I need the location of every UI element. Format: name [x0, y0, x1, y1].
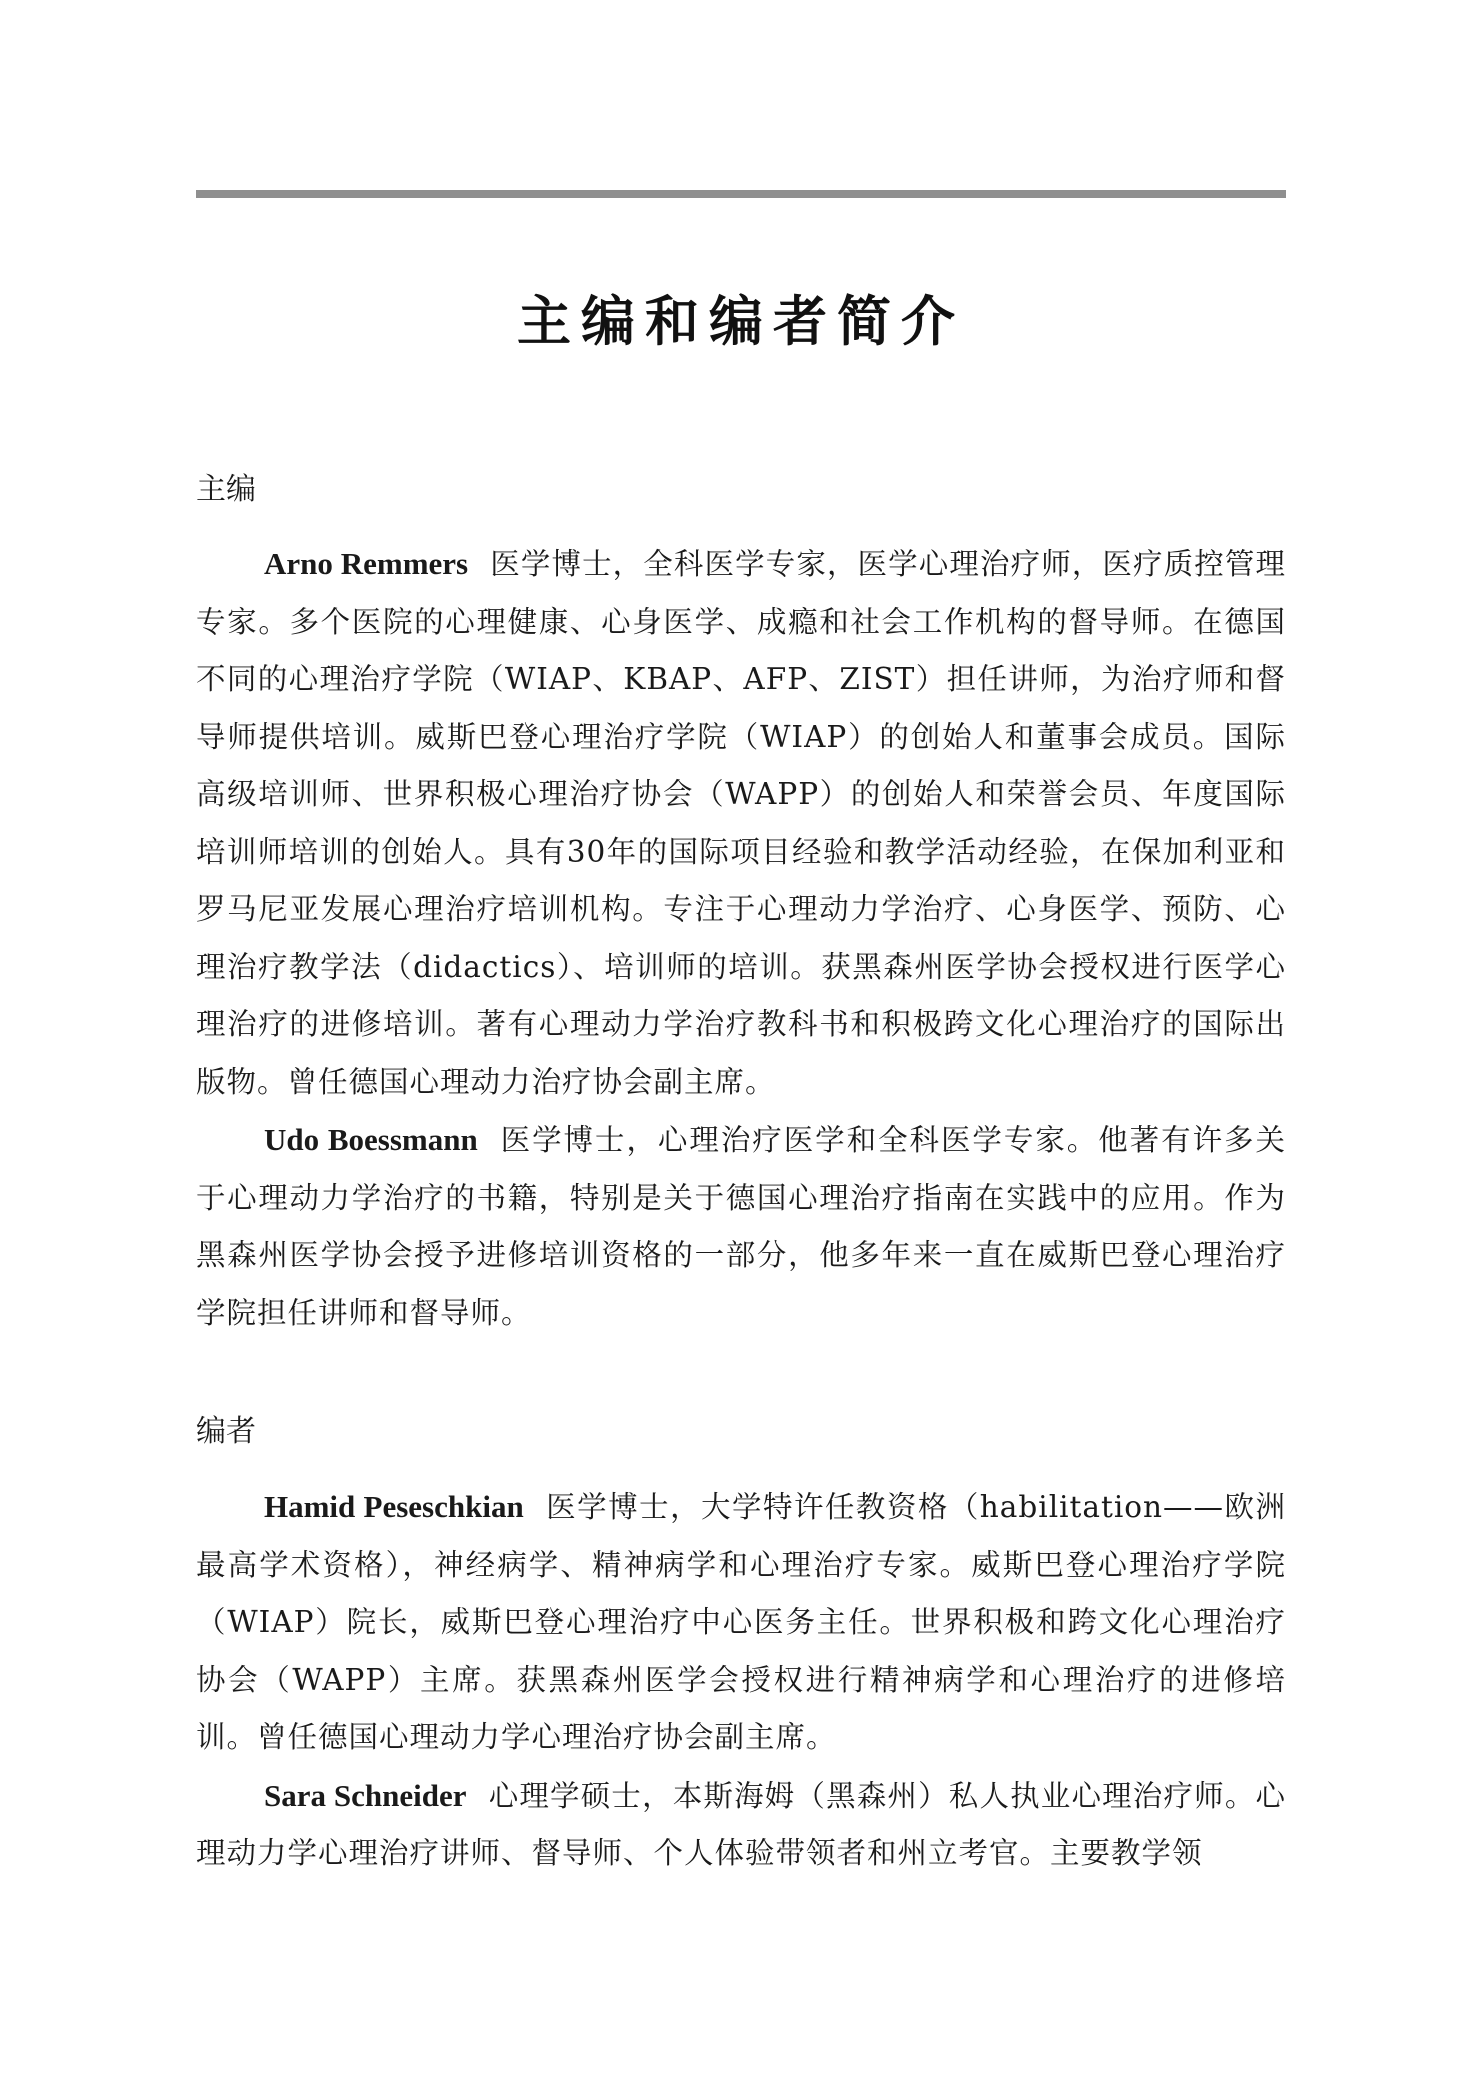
- person-name-schneider: Sara Schneider: [264, 1777, 467, 1813]
- bio-text-boessmann: 医学博士，心理治疗医学和全科医学专家。他著有许多关于心理动力学治疗的书籍，特别是关于德国心理治疗指南在实践中的应用。作为黑森州医学协会授予进修培训资格的一部分，他多年来一直在威斯巴登心理治疗学院担任讲师和督导师。: [196, 1123, 1286, 1330]
- person-name-peseschkian: Hamid Peseschkian: [264, 1489, 524, 1524]
- bio-paragraph-remmers: [196, 535, 1286, 1111]
- contributors-section: [196, 1478, 1286, 1883]
- contributors-heading: 编者: [196, 1414, 256, 1449]
- bio-text-peseschkian: 医学博士，大学特许任教资格（habilitation——欧洲最高学术资格），神经病学、精神病学和心理治疗专家。威斯巴登心理治疗学院（WIAP）院长，威斯巴登心理治疗中心医务主任。世界积极和跨文化心理治疗协会（WAPP）主席。获黑森州医学会授权进行精神病学和心理治疗的进修培训。曾任德国心理动力学心理治疗协会副主席。: [196, 1490, 1286, 1754]
- bio-paragraph-schneider: [196, 1767, 1286, 1883]
- bio-text-schneider: 心理学硕士，本斯海姆（黑森州）私人执业心理治疗师。心理动力学心理治疗讲师、督导师、个人体验带领者和州立考官。主要教学领: [196, 1778, 1286, 1870]
- page-title: 主编和编者简介: [517, 290, 965, 353]
- person-name-remmers: Arno Remmers: [264, 546, 469, 581]
- top-rule: [196, 190, 1286, 198]
- bio-paragraph-boessmann: [196, 1111, 1286, 1342]
- person-name-boessmann: Udo Boessmann: [264, 1122, 478, 1157]
- chief-editors-heading: 主编: [196, 472, 256, 507]
- bio-text-remmers: 医学博士，全科医学专家，医学心理治疗师，医疗质控管理专家。多个医院的心理健康、心身医学、成瘾和社会工作机构的督导师。在德国不同的心理治疗学院（WIAP、KBAP、AFP、ZIST）担任讲师，为治疗师和督导师提供培训。威斯巴登心理治疗学院（WIAP）的创始人和董事会成员。国际高级培训师、世界积极心理治疗协会（WAPP）的创始人和荣誉会员、年度国际培训师培训的创始人。具有30年的国际项目经验和教学活动经验，在保加利亚和罗马尼亚发展心理治疗培训机构。专注于心理动力学治疗、心身医学、预防、心理治疗教学法（didactics）、培训师的培训。获黑森州医学协会授权进行医学心理治疗的进修培训。著有心理动力学治疗教科书和积极跨文化心理治疗的国际出版物。曾任德国心理动力治疗协会副主席。: [196, 547, 1286, 1099]
- bio-paragraph-peseschkian: [196, 1478, 1286, 1767]
- chief-editors-section: [196, 535, 1286, 1342]
